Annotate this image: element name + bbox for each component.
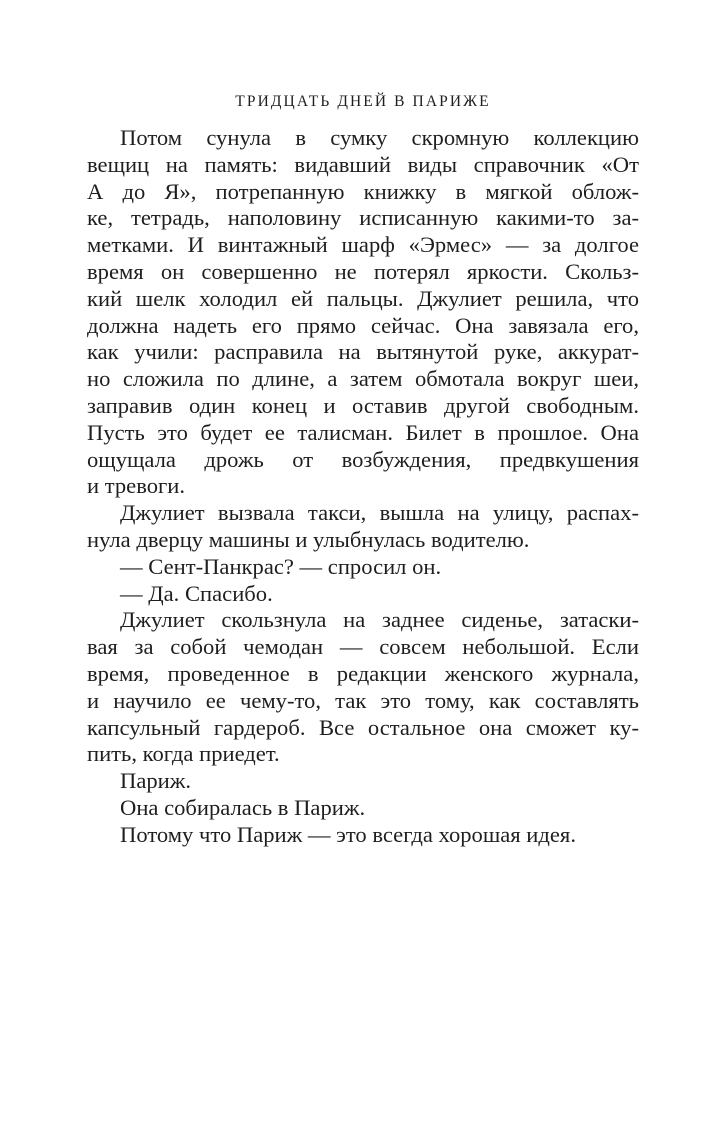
running-head: ТРИДЦАТЬ ДНЕЙ В ПАРИЖЕ [235,93,491,110]
text-line: вещиц на память: видавший виды справочник «От [87,151,639,177]
text-line: нула дверцу машины и улыбнулась водителю. [87,526,530,552]
text-line: как учили: расправила на вытянутой руке, аккурат- [87,339,639,365]
text-line: Потом сунула в сумку скромную коллекцию [120,125,639,150]
text-line: А до Я», потрепанную книжку в мягкой облож- [87,178,639,204]
text-line: Джулиет вызвала такси, вышла на улицу, распах- [120,500,639,526]
text-line: заправив один конец и оставив другой свободным. [87,392,639,418]
text-line: должна надеть его прямо сейчас. Она завязала его, [87,312,639,338]
text-line: время, проведенное в редакции женского журнала, [87,660,639,686]
book-page [87,0,639,1146]
dialogue-line: — Сент-Панкрас? — спросил он. [120,553,442,579]
text-line: ощущала дрожь от возбуждения, предвкушения [87,446,639,472]
text-line: метками. И винтажный шарф «Эрмес» — за долгое [87,232,639,258]
text-line: кий шелк холодил ей пальцы. Джулиет решила, что [87,285,639,311]
text-line: капсульный гардероб. Все остальное она сможет ку- [87,714,639,740]
text-line: и научило ее чему-то, так это тому, как составлять [87,687,639,713]
text-line: ке, тетрадь, наполовину исписанную какими-то за- [87,205,639,231]
dialogue-line: — Да. Спасибо. [120,580,273,606]
text-line: время он совершенно не потерял яркости. Скольз- [87,258,639,284]
text-line: пить, когда приедет. [87,741,280,767]
text-line: Пусть это будет ее талисман. Билет в прошлое. Она [87,419,639,445]
text-line: Она собиралась в Париж. [120,794,366,820]
text-line: Джулиет скользнула на заднее сиденье, затаски- [120,607,639,633]
body-text [87,125,639,849]
text-line: вая за собой чемодан — совсем небольшой. Если [87,634,639,660]
text-line: и тревоги. [87,473,186,499]
text-line: Париж. [120,768,191,794]
text-line: но сложила по длине, а затем обмотала вокруг шеи, [87,366,639,392]
text-line: Потому что Париж — это всегда хорошая идея. [120,821,576,847]
